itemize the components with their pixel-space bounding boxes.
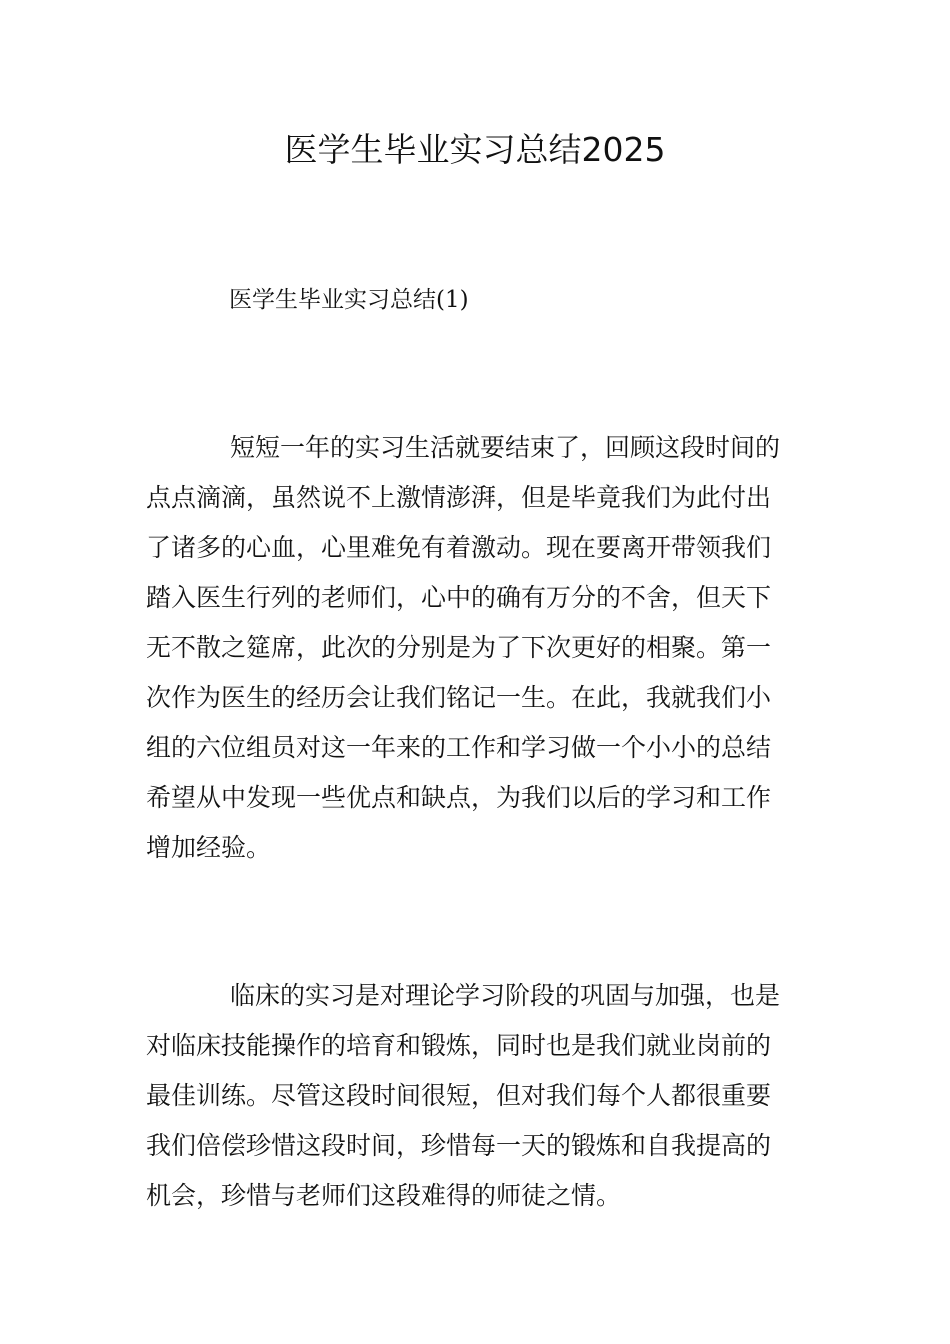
section-subtitle: 医学生毕业实习总结(1) (229, 287, 469, 313)
paragraph-line: 踏入医生行列的老师们，心中的确有万分的不舍，但天下 (146, 583, 772, 612)
paragraph-line: 临床的实习是对理论学习阶段的巩固与加强，也是 (230, 981, 781, 1010)
paragraph-line: 我们倍偿珍惜这段时间，珍惜每一天的锻炼和自我提高的 (146, 1131, 772, 1160)
paragraph-line: 短短一年的实习生活就要结束了，回顾这段时间的 (230, 433, 781, 462)
paragraph-line: 无不散之筵席，此次的分别是为了下次更好的相聚。第一 (146, 633, 772, 662)
paragraph-2 (146, 971, 806, 1221)
paragraph-1 (146, 423, 806, 873)
paragraph-line: 对临床技能操作的培育和锻炼，同时也是我们就业岗前的 (146, 1031, 772, 1060)
document-title: 医学生毕业实习总结2025 (284, 130, 666, 169)
paragraph-line: 了诸多的心血，心里难免有着激动。现在要离开带领我们 (146, 533, 772, 562)
paragraph-line: 增加经验。 (146, 833, 272, 862)
paragraph-line: 最佳训练。尽管这段时间很短，但对我们每个人都很重要 (146, 1081, 772, 1110)
paragraph-line: 希望从中发现一些优点和缺点，为我们以后的学习和工作 (146, 783, 772, 812)
paragraph-line: 次作为医生的经历会让我们铭记一生。在此，我就我们小 (146, 683, 772, 712)
paragraph-line: 机会，珍惜与老师们这段难得的师徒之情。 (146, 1181, 622, 1210)
paragraph-line: 组的六位组员对这一年来的工作和学习做一个小小的总结 (146, 733, 772, 762)
paragraph-line: 点点滴滴，虽然说不上激情澎湃，但是毕竟我们为此付出 (146, 483, 772, 512)
